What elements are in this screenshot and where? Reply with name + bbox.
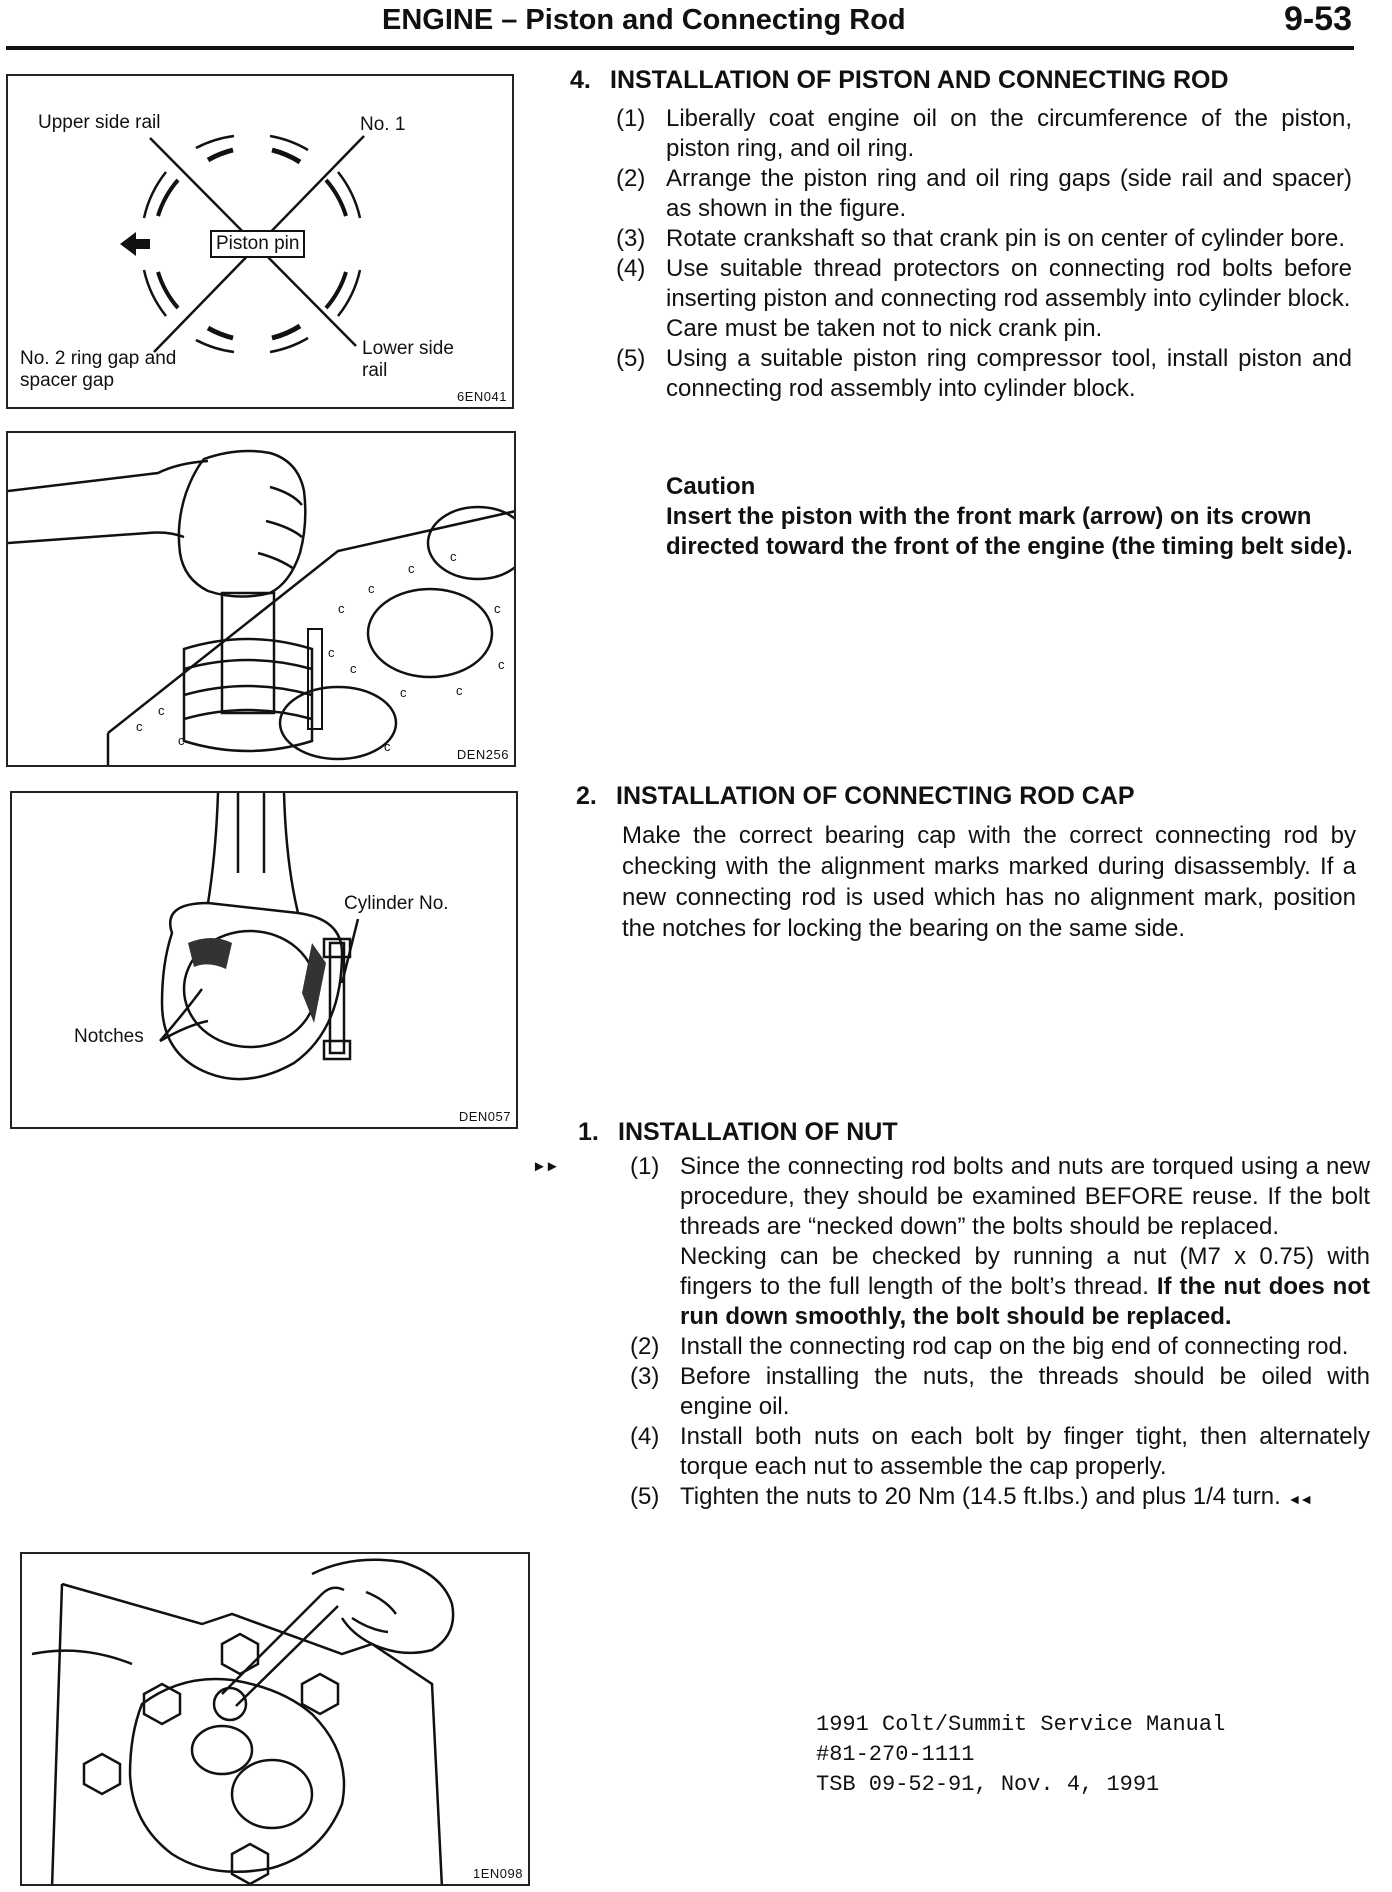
caution-block	[666, 472, 1356, 562]
svg-text:c: c	[408, 561, 415, 576]
notches-label: Notches	[74, 1026, 144, 1047]
step-number: (5)	[630, 1483, 660, 1510]
footer-line: TSB 09-52-91, Nov. 4, 1991	[816, 1772, 1160, 1797]
footer-line: 1991 Colt/Summit Service Manual	[816, 1712, 1226, 1737]
list-item	[630, 1422, 1370, 1482]
caution-title: Caution	[666, 473, 756, 500]
step-text-2: Necking can be checked by running a nut (M7 x 0.75) with fingers to the full length of the bolt’s thread.	[680, 1243, 1370, 1300]
step-text: Rotate crankshaft so that crank pin is on center of cylinder bore.	[666, 225, 1346, 252]
page-number: 9-53	[1283, 0, 1352, 38]
list-item	[616, 224, 1352, 254]
nut-steps	[532, 1152, 1370, 1514]
step-note: Care must be taken not to nick crank pin.	[666, 315, 1103, 342]
header-rule	[6, 46, 1354, 50]
step-text: Before installing the nuts, the threads should be oiled with engine oil.	[680, 1363, 1370, 1420]
list-item	[616, 254, 1352, 344]
list-item	[616, 164, 1352, 224]
caution-text: Insert the piston with the front mark (arrow) on its crown directed toward the front of the engine (the timing belt side).	[666, 503, 1353, 560]
list-item	[630, 1332, 1370, 1362]
svg-text:c: c	[178, 733, 185, 748]
list-item	[616, 344, 1352, 404]
page-header	[0, 0, 1392, 58]
svg-text:c: c	[400, 685, 407, 700]
section-number: 2.	[576, 782, 597, 810]
start-marker-icon: ►►	[532, 1158, 558, 1175]
step-text: Liberally coat engine oil on the circumference of the piston, piston ring, and oil ring.	[666, 105, 1352, 162]
step-number: (5)	[616, 345, 646, 372]
figure-code: DEN256	[456, 747, 509, 762]
list-item	[616, 104, 1352, 164]
step-number: (2)	[630, 1333, 660, 1360]
step-text: Since the connecting rod bolts and nuts are torqued using a new procedure, they should be examined BEFORE reuse. If the bolt threads are “necked down” the bolts should be replaced.	[680, 1153, 1370, 1240]
piston-compressor-illustration	[6, 431, 516, 767]
rod-cap-drawing	[12, 793, 518, 1129]
step-number: (4)	[616, 255, 646, 282]
svg-text:c: c	[328, 645, 335, 660]
rod-cap-illustration	[10, 791, 518, 1129]
section-nut-title	[578, 1118, 898, 1147]
svg-text:c: c	[338, 601, 345, 616]
list-item	[532, 1152, 1370, 1332]
figure-code: 1EN098	[473, 1866, 523, 1881]
section-rod-cap-title	[576, 782, 1135, 811]
document-footer	[816, 1710, 1225, 1800]
lower-side-rail-label: Lower side rail	[362, 338, 454, 381]
piston-pin-label: Piston pin	[210, 230, 305, 258]
nut-torque-drawing	[22, 1554, 530, 1886]
upper-side-rail-label: Upper side rail	[38, 112, 161, 133]
step-number: (2)	[616, 165, 646, 192]
step-text: Use suitable thread protectors on connecting rod bolts before inserting piston and connecting rod assembly into cylinder block.	[666, 255, 1352, 312]
compressor-drawing	[8, 433, 516, 767]
svg-text:c: c	[450, 549, 457, 564]
svg-text:c: c	[158, 703, 165, 718]
footer-line: #81-270-1111	[816, 1742, 975, 1767]
page-title: ENGINE – Piston and Connecting Rod	[382, 4, 906, 36]
step-text: Using a suitable piston ring compressor tool, install piston and connecting rod assembly into cylinder block.	[666, 345, 1352, 402]
svg-text:c: c	[368, 581, 375, 596]
step-text: Install both nuts on each bolt by finger tight, then alternately torque each nut to assemble the cap properly.	[680, 1423, 1370, 1480]
step-text: Install the connecting rod cap on the big end of connecting rod.	[680, 1333, 1349, 1360]
svg-text:c: c	[136, 719, 143, 734]
svg-text:c: c	[350, 661, 357, 676]
list-item	[630, 1482, 1370, 1514]
section-number: 1.	[578, 1118, 599, 1146]
section-piston-title	[570, 66, 1229, 95]
svg-text:c: c	[494, 601, 501, 616]
section-heading: INSTALLATION OF CONNECTING ROD CAP	[616, 782, 1135, 810]
no2-ring-gap-label: No. 2 ring gap and spacer gap	[20, 348, 177, 391]
step-text: Arrange the piston ring and oil ring gaps (side rail and spacer) as shown in the figure.	[666, 165, 1352, 222]
ring-gap-diagram	[6, 74, 514, 409]
rod-cap-paragraph: Make the correct bearing cap with the correct connecting rod by checking with the alignment marks marked during disassembly. If a new connecting rod is used which has no alignment mark, position the notches for locking the bearing on the same side.	[622, 822, 1356, 942]
step-text: Tighten the nuts to 20 Nm (14.5 ft.lbs.) and plus 1/4 turn.	[680, 1483, 1281, 1510]
step-number: (3)	[616, 225, 646, 252]
svg-text:c: c	[456, 683, 463, 698]
step-number: (1)	[630, 1153, 660, 1180]
svg-text:c: c	[498, 657, 505, 672]
figure-code: 6EN041	[457, 389, 507, 404]
figure-code: DEN057	[458, 1109, 511, 1124]
section-number: 4.	[570, 66, 591, 94]
step-number: (4)	[630, 1423, 660, 1450]
nut-torque-illustration	[20, 1552, 530, 1886]
list-item	[630, 1362, 1370, 1422]
piston-steps	[616, 104, 1352, 404]
svg-text:c: c	[384, 739, 391, 754]
cylinder-no-label: Cylinder No.	[344, 893, 449, 914]
step-warning: If the nut does not run down smoothly, the bolt should be replaced.	[680, 1273, 1370, 1330]
section-heading: INSTALLATION OF PISTON AND CONNECTING ROD	[610, 66, 1229, 94]
section-heading: INSTALLATION OF NUT	[618, 1118, 898, 1146]
step-number: (3)	[630, 1363, 660, 1390]
step-number: (1)	[616, 105, 646, 132]
no1-label: No. 1	[360, 114, 406, 135]
end-marker-icon: ◄◄	[1287, 1491, 1312, 1507]
